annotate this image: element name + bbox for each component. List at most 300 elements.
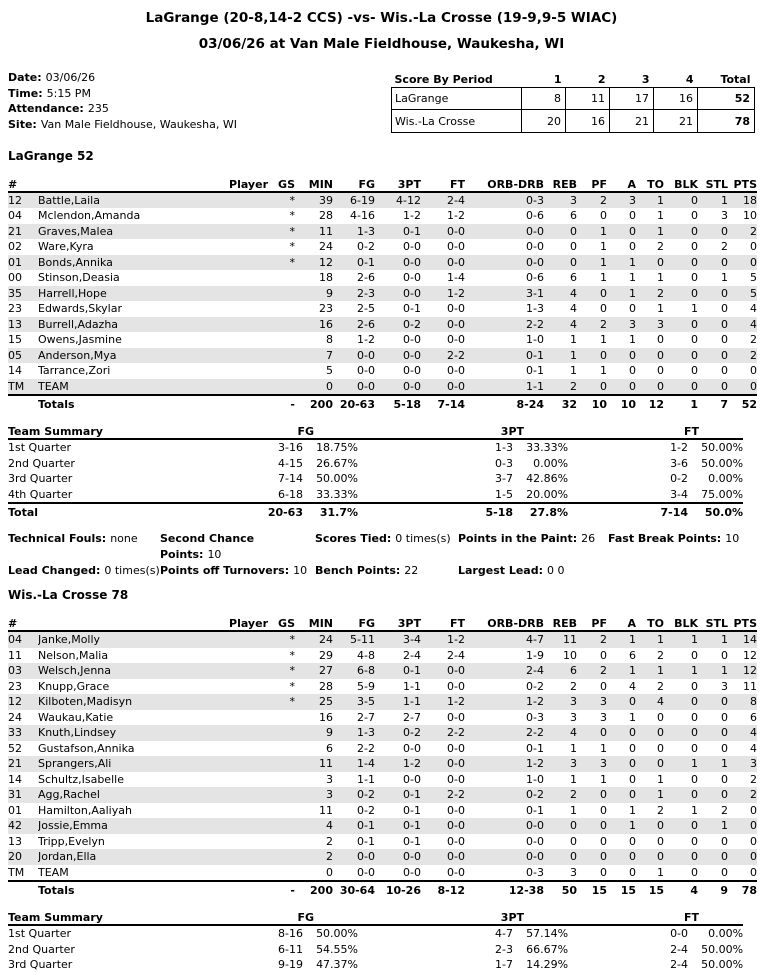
stat-3pt: 0-0 bbox=[403, 240, 421, 254]
fg-made-att: 6-18 bbox=[278, 487, 303, 501]
stat-stl: 1 bbox=[721, 819, 728, 833]
stat-ft: 1-2 bbox=[447, 633, 465, 647]
team-note bbox=[160, 531, 315, 563]
stat-to: 0 bbox=[657, 348, 664, 362]
lacrosse-box-table bbox=[8, 615, 757, 898]
player-number: 24 bbox=[8, 710, 22, 724]
matchup-title: LaGrange (20-8,14-2 CCS) -vs- Wis.-La Crosse (19-9,9-5 WIAC) bbox=[145, 10, 618, 26]
totals-cell: 15 bbox=[607, 881, 636, 898]
stat-3pt: 0-1 bbox=[403, 302, 421, 316]
player-name: Tripp,Evelyn bbox=[38, 834, 105, 848]
quarter-summary-row bbox=[8, 471, 743, 487]
stat-reb: 3 bbox=[570, 695, 577, 709]
stat-to: 0 bbox=[657, 255, 664, 269]
stat-pf: 2 bbox=[600, 664, 607, 678]
box-column-header: PTS bbox=[728, 615, 757, 631]
stat-reb: 0 bbox=[570, 255, 577, 269]
quarter-summary-row bbox=[8, 439, 743, 456]
stat-pf: 0 bbox=[600, 819, 607, 833]
stat-a: 0 bbox=[629, 224, 636, 238]
fg-made-att: 9-19 bbox=[278, 958, 303, 972]
stat-gs bbox=[268, 286, 295, 302]
stat-to: 0 bbox=[657, 850, 664, 864]
stat-to: 1 bbox=[657, 224, 664, 238]
stat-pts: 5 bbox=[750, 286, 757, 300]
stat-orb-drb: 1-2 bbox=[526, 695, 544, 709]
box-column-header: ORB-DRB bbox=[465, 176, 544, 192]
player-name: Hamilton,Aaliyah bbox=[38, 803, 132, 817]
stat-stl: 0 bbox=[721, 834, 728, 848]
stat-fg: 1-1 bbox=[357, 772, 375, 786]
stat-3pt: 0-1 bbox=[403, 819, 421, 833]
stat-min: 24 bbox=[319, 633, 333, 647]
stat-3pt: 0-0 bbox=[403, 741, 421, 755]
total-header: Total bbox=[720, 73, 751, 86]
note-label: Points off Turnovers: bbox=[160, 564, 290, 578]
totals-cell: 1 bbox=[664, 395, 698, 412]
team-note bbox=[8, 563, 160, 579]
stat-pts: 3 bbox=[750, 757, 757, 771]
player-name: Owens,Jasmine bbox=[38, 333, 122, 347]
stat-pts: 11 bbox=[743, 679, 757, 693]
stat-3pt: 0-0 bbox=[403, 286, 421, 300]
stat-blk: 0 bbox=[691, 850, 698, 864]
player-name: Knupp,Grace bbox=[38, 679, 110, 693]
stat-to: 0 bbox=[657, 364, 664, 378]
note-label: Second Chance Points: bbox=[160, 532, 255, 562]
note-label: Bench Points: bbox=[315, 564, 401, 578]
team-note bbox=[315, 563, 458, 579]
totals-cell: 4 bbox=[664, 881, 698, 898]
stat-ft: 0-0 bbox=[447, 240, 465, 254]
stat-pf: 0 bbox=[600, 865, 607, 879]
totals-cell: - bbox=[268, 881, 295, 898]
stat-3pt: 0-1 bbox=[403, 664, 421, 678]
stat-reb: 2 bbox=[570, 379, 577, 393]
stat-fg: 6-19 bbox=[350, 193, 375, 207]
stat-gs bbox=[268, 348, 295, 364]
stat-reb: 0 bbox=[570, 240, 577, 254]
info-value: Van Male Fieldhouse, Waukesha, WI bbox=[40, 118, 237, 132]
player-name: Edwards,Skylar bbox=[38, 302, 122, 316]
stat-stl: 0 bbox=[721, 379, 728, 393]
stat-pf: 1 bbox=[600, 224, 607, 238]
quarter-label: 2nd Quarter bbox=[8, 456, 75, 470]
player-row bbox=[8, 818, 757, 834]
stat-blk: 0 bbox=[691, 865, 698, 879]
stat-stl: 0 bbox=[721, 364, 728, 378]
stat-stl: 2 bbox=[721, 240, 728, 254]
stat-reb: 1 bbox=[570, 364, 577, 378]
3pt-total: 5-18 bbox=[358, 503, 513, 520]
stat-blk: 0 bbox=[691, 193, 698, 207]
ft-made-att: 0-2 bbox=[670, 472, 689, 486]
stat-orb-drb: 0-3 bbox=[526, 865, 544, 879]
stat-a: 0 bbox=[629, 788, 636, 802]
stat-to: 2 bbox=[657, 648, 664, 662]
stat-blk: 0 bbox=[691, 679, 698, 693]
stat-gs bbox=[268, 741, 295, 757]
ft-made-att: 1-2 bbox=[670, 441, 689, 455]
player-name: Nelson,Malia bbox=[38, 648, 109, 662]
stat-ft: 0-0 bbox=[447, 741, 465, 755]
stat-gs bbox=[268, 379, 295, 396]
stat-pts: 0 bbox=[750, 819, 757, 833]
stat-to: 0 bbox=[657, 710, 664, 724]
player-row bbox=[8, 694, 757, 710]
stat-orb-drb: 1-0 bbox=[526, 333, 544, 347]
total-score: 52 bbox=[698, 88, 755, 110]
stat-pf: 1 bbox=[600, 271, 607, 285]
player-row bbox=[8, 710, 757, 726]
stat-stl: 0 bbox=[721, 255, 728, 269]
stat-a: 0 bbox=[629, 741, 636, 755]
stat-orb-drb: 1-3 bbox=[526, 302, 544, 316]
period-score: 16 bbox=[654, 88, 698, 110]
period-score: 21 bbox=[654, 110, 698, 132]
game-info-row bbox=[0, 70, 763, 133]
stat-reb: 6 bbox=[570, 664, 577, 678]
box-column-header: FT bbox=[421, 176, 465, 192]
player-row bbox=[8, 803, 757, 819]
box-column-header: PF bbox=[577, 176, 607, 192]
player-name: Gustafson,Annika bbox=[38, 741, 135, 755]
stat-gs: * bbox=[289, 679, 295, 693]
stat-stl: 3 bbox=[721, 679, 728, 693]
stat-orb-drb: 0-1 bbox=[526, 364, 544, 378]
stat-blk: 0 bbox=[691, 772, 698, 786]
box-column-header: ORB-DRB bbox=[465, 615, 544, 631]
stat-gs bbox=[268, 834, 295, 850]
stat-to: 0 bbox=[657, 333, 664, 347]
totals-cell: 200 bbox=[295, 881, 333, 898]
note-value: 0 times(s) bbox=[104, 564, 160, 578]
player-number: 01 bbox=[8, 255, 22, 269]
stat-orb-drb: 0-0 bbox=[526, 819, 544, 833]
ft-pct: 0.00% bbox=[708, 472, 744, 486]
stat-min: 16 bbox=[319, 710, 333, 724]
stat-min: 4 bbox=[326, 819, 333, 833]
box-column-header: REB bbox=[544, 615, 577, 631]
stat-3pt: 0-0 bbox=[403, 850, 421, 864]
stat-gs bbox=[268, 818, 295, 834]
game-title-block bbox=[0, 0, 763, 53]
stat-stl: 3 bbox=[721, 209, 728, 223]
box-column-header: GS bbox=[268, 176, 295, 192]
player-row bbox=[8, 301, 757, 317]
stat-min: 23 bbox=[319, 302, 333, 316]
player-number: 31 bbox=[8, 788, 22, 802]
stat-fg: 0-0 bbox=[357, 850, 375, 864]
player-name: Harrell,Hope bbox=[38, 286, 107, 300]
stat-min: 9 bbox=[326, 726, 333, 740]
stat-min: 28 bbox=[319, 679, 333, 693]
period-score: 11 bbox=[566, 88, 610, 110]
totals-cell: 15 bbox=[577, 881, 607, 898]
3pt-made-att: 1-5 bbox=[495, 487, 514, 501]
stat-gs bbox=[268, 772, 295, 788]
stat-reb: 1 bbox=[570, 741, 577, 755]
player-name: Waukau,Katie bbox=[38, 710, 114, 724]
stat-pf: 1 bbox=[600, 240, 607, 254]
game-date-location: 03/06/26 at Van Male Fieldhouse, Waukesha, WI bbox=[198, 36, 565, 52]
player-number: 23 bbox=[8, 679, 22, 693]
stat-stl: 1 bbox=[721, 633, 728, 647]
stat-orb-drb: 0-6 bbox=[526, 271, 544, 285]
stat-pf: 0 bbox=[600, 726, 607, 740]
stat-3pt: 0-0 bbox=[403, 333, 421, 347]
stat-fg: 2-2 bbox=[357, 741, 375, 755]
note-label: Largest Lead: bbox=[458, 564, 543, 578]
3pt-pct: 33.33% bbox=[526, 441, 569, 455]
lacrosse-summary-table bbox=[8, 909, 743, 973]
stat-to: 0 bbox=[657, 834, 664, 848]
player-row bbox=[8, 317, 757, 333]
stat-min: 0 bbox=[326, 379, 333, 393]
stat-orb-drb: 0-2 bbox=[526, 679, 544, 693]
totals-cell: 20-63 bbox=[333, 395, 375, 412]
totals-row bbox=[8, 881, 757, 898]
stat-min: 16 bbox=[319, 317, 333, 331]
stat-fg: 0-1 bbox=[357, 255, 375, 269]
note-value: 22 bbox=[404, 564, 419, 578]
period-score: 16 bbox=[566, 110, 610, 132]
fg-pct: 50.00% bbox=[316, 472, 359, 486]
team-note bbox=[608, 531, 763, 563]
3pt-total-pct: 27.8% bbox=[513, 503, 568, 520]
info-label: Time: bbox=[8, 86, 43, 100]
stat-gs bbox=[268, 301, 295, 317]
box-column-header: STL bbox=[698, 176, 728, 192]
stat-stl: 0 bbox=[721, 726, 728, 740]
stat-stl: 0 bbox=[721, 224, 728, 238]
stat-pf: 0 bbox=[600, 648, 607, 662]
stat-gs: * bbox=[289, 255, 295, 269]
stat-min: 9 bbox=[326, 286, 333, 300]
stat-pf: 3 bbox=[600, 695, 607, 709]
player-row bbox=[8, 679, 757, 695]
info-label: Attendance: bbox=[8, 102, 84, 116]
box-column-header: BLK bbox=[664, 176, 698, 192]
stat-pf: 0 bbox=[600, 348, 607, 362]
stat-a: 0 bbox=[629, 834, 636, 848]
3pt-pct: 57.14% bbox=[526, 927, 569, 941]
quarter-label: 2nd Quarter bbox=[8, 942, 75, 956]
stat-pts: 0 bbox=[750, 240, 757, 254]
stat-ft: 0-0 bbox=[447, 364, 465, 378]
stat-stl: 1 bbox=[721, 271, 728, 285]
stat-blk: 1 bbox=[691, 757, 698, 771]
stat-pts: 2 bbox=[750, 333, 757, 347]
totals-cell: 10 bbox=[607, 395, 636, 412]
stat-3pt: 0-1 bbox=[403, 834, 421, 848]
stat-orb-drb: 0-0 bbox=[526, 834, 544, 848]
ft-made-att: 2-4 bbox=[670, 958, 689, 972]
stat-reb: 4 bbox=[570, 726, 577, 740]
stat-gs bbox=[268, 849, 295, 865]
player-row bbox=[8, 741, 757, 757]
note-value: 10 bbox=[207, 548, 222, 562]
totals-cell: 78 bbox=[728, 881, 757, 898]
stat-pf: 0 bbox=[600, 209, 607, 223]
player-row bbox=[8, 224, 757, 240]
stat-pts: 0 bbox=[750, 850, 757, 864]
ft-pct: 75.00% bbox=[701, 487, 744, 501]
player-row bbox=[8, 192, 757, 209]
stat-pts: 5 bbox=[750, 271, 757, 285]
team-note bbox=[8, 531, 160, 563]
stat-reb: 11 bbox=[563, 633, 577, 647]
stat-pts: 2 bbox=[750, 224, 757, 238]
stat-ft: 0-0 bbox=[447, 865, 465, 879]
stat-reb: 1 bbox=[570, 772, 577, 786]
stat-min: 28 bbox=[319, 209, 333, 223]
stat-pts: 0 bbox=[750, 803, 757, 817]
stat-to: 0 bbox=[657, 757, 664, 771]
player-name: TEAM bbox=[38, 865, 69, 879]
quarter-label: 3rd Quarter bbox=[8, 472, 73, 486]
period-score: 17 bbox=[610, 88, 654, 110]
totals-label: Totals bbox=[38, 395, 268, 412]
stat-to: 3 bbox=[657, 317, 664, 331]
stat-stl: 0 bbox=[721, 286, 728, 300]
stat-stl: 1 bbox=[721, 193, 728, 207]
stat-reb: 3 bbox=[570, 865, 577, 879]
stat-orb-drb: 2-2 bbox=[526, 726, 544, 740]
player-name: Kilboten,Madisyn bbox=[38, 695, 133, 709]
stat-to: 0 bbox=[657, 379, 664, 393]
stat-to: 0 bbox=[657, 726, 664, 740]
stat-a: 4 bbox=[629, 679, 636, 693]
stat-stl: 0 bbox=[721, 741, 728, 755]
player-number: 14 bbox=[8, 364, 22, 378]
stat-pts: 2 bbox=[750, 788, 757, 802]
stat-orb-drb: 0-3 bbox=[526, 193, 544, 207]
stat-ft: 0-0 bbox=[447, 772, 465, 786]
stat-3pt: 0-1 bbox=[403, 224, 421, 238]
stat-gs bbox=[268, 865, 295, 882]
stat-gs bbox=[268, 756, 295, 772]
stat-reb: 3 bbox=[570, 757, 577, 771]
quarter-label: 3rd Quarter bbox=[8, 958, 73, 972]
score-by-period-table bbox=[391, 71, 755, 133]
note-value: none bbox=[110, 532, 138, 546]
box-column-header: PF bbox=[577, 615, 607, 631]
player-row bbox=[8, 787, 757, 803]
stat-orb-drb: 0-0 bbox=[526, 224, 544, 238]
box-header-row bbox=[8, 615, 757, 631]
player-number: 12 bbox=[8, 193, 22, 207]
stat-orb-drb: 4-7 bbox=[526, 633, 544, 647]
fg-pct: 33.33% bbox=[316, 487, 359, 501]
stat-min: 3 bbox=[326, 788, 333, 802]
box-column-header: FG bbox=[333, 176, 375, 192]
player-row bbox=[8, 208, 757, 224]
stat-blk: 0 bbox=[691, 317, 698, 331]
stat-3pt: 0-0 bbox=[403, 865, 421, 879]
stat-fg: 1-4 bbox=[357, 757, 375, 771]
player-row bbox=[8, 239, 757, 255]
stat-pf: 0 bbox=[600, 286, 607, 300]
stat-ft: 0-0 bbox=[447, 850, 465, 864]
stat-orb-drb: 0-0 bbox=[526, 255, 544, 269]
player-row bbox=[8, 255, 757, 271]
score-row bbox=[392, 88, 755, 110]
stat-gs bbox=[268, 787, 295, 803]
stat-blk: 0 bbox=[691, 224, 698, 238]
totals-cell: 7-14 bbox=[421, 395, 465, 412]
note-value: 0 0 bbox=[547, 564, 565, 578]
game-info-line bbox=[8, 70, 237, 86]
stat-pts: 6 bbox=[750, 710, 757, 724]
stat-orb-drb: 0-0 bbox=[526, 240, 544, 254]
summary-title: Team Summary bbox=[8, 423, 253, 439]
player-number: 01 bbox=[8, 803, 22, 817]
player-name: Janke,Molly bbox=[38, 633, 101, 647]
stat-gs: * bbox=[289, 633, 295, 647]
box-column-header: 3PT bbox=[375, 615, 421, 631]
stat-3pt: 1-1 bbox=[403, 695, 421, 709]
stat-min: 0 bbox=[326, 865, 333, 879]
player-row bbox=[8, 663, 757, 679]
stat-reb: 6 bbox=[570, 209, 577, 223]
summary-title: Team Summary bbox=[8, 909, 253, 925]
total-label: Total bbox=[8, 503, 253, 520]
stat-a: 0 bbox=[629, 726, 636, 740]
stat-fg: 0-2 bbox=[357, 803, 375, 817]
player-number: 02 bbox=[8, 240, 22, 254]
box-header-row bbox=[8, 176, 757, 192]
box-column-header: PTS bbox=[728, 176, 757, 192]
stat-stl: 1 bbox=[721, 757, 728, 771]
player-row bbox=[8, 332, 757, 348]
stat-orb-drb: 0-2 bbox=[526, 788, 544, 802]
stat-blk: 0 bbox=[691, 209, 698, 223]
stat-stl: 1 bbox=[721, 664, 728, 678]
player-name: Sprangers,Ali bbox=[38, 757, 112, 771]
stat-pf: 1 bbox=[600, 741, 607, 755]
stat-gs: * bbox=[289, 648, 295, 662]
player-number: 21 bbox=[8, 757, 22, 771]
stat-min: 25 bbox=[319, 695, 333, 709]
game-info-line bbox=[8, 86, 237, 102]
stat-reb: 0 bbox=[570, 834, 577, 848]
stat-min: 12 bbox=[319, 255, 333, 269]
stat-orb-drb: 0-6 bbox=[526, 209, 544, 223]
fg-pct: 54.55% bbox=[316, 942, 359, 956]
stat-3pt: 0-0 bbox=[403, 379, 421, 393]
stat-fg: 1-3 bbox=[357, 726, 375, 740]
stat-reb: 6 bbox=[570, 271, 577, 285]
stat-blk: 0 bbox=[691, 379, 698, 393]
stat-blk: 0 bbox=[691, 333, 698, 347]
player-row bbox=[8, 270, 757, 286]
stat-orb-drb: 0-1 bbox=[526, 348, 544, 362]
player-number: 52 bbox=[8, 741, 22, 755]
stat-a: 0 bbox=[629, 379, 636, 393]
score-header-label: Score By Period bbox=[394, 73, 493, 86]
stat-to: 4 bbox=[657, 695, 664, 709]
totals-label: Totals bbox=[38, 881, 268, 898]
stat-ft: 0-0 bbox=[447, 302, 465, 316]
quarter-summary-row bbox=[8, 942, 743, 958]
stat-3pt: 0-1 bbox=[403, 788, 421, 802]
stat-ft: 2-4 bbox=[447, 193, 465, 207]
stat-min: 7 bbox=[326, 348, 333, 362]
score-row bbox=[392, 110, 755, 132]
fg-total-pct: 31.7% bbox=[303, 503, 358, 520]
game-info-line bbox=[8, 101, 237, 117]
